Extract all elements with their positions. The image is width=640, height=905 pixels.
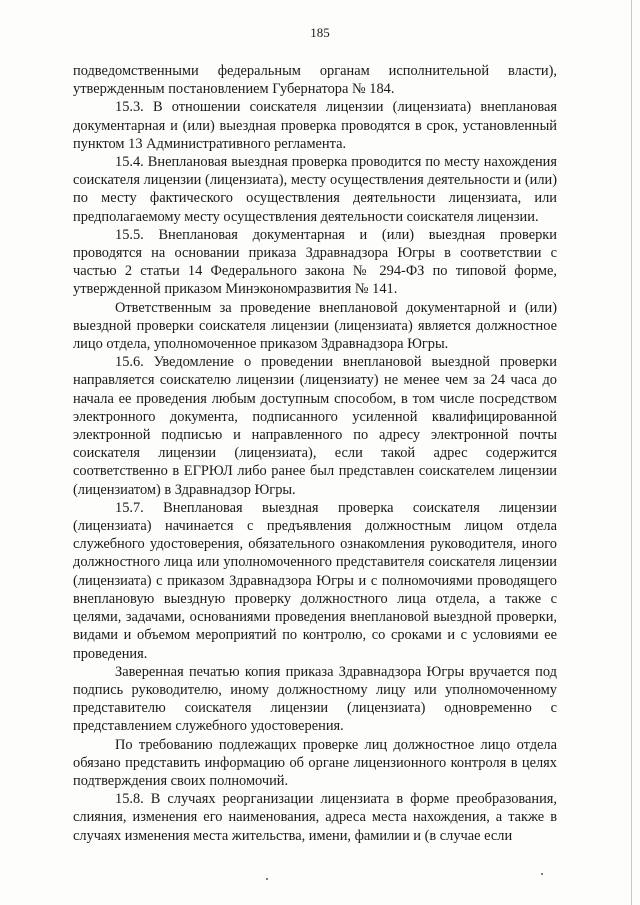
paragraph-1: подведомственными федеральным органам исполнительной власти), утвержденным постановлением Губернатора № 184. <box>73 63 557 98</box>
paragraph-7: 15.7. Внеплановая выездная проверка соискателя лицензии (лицензиата) начинается с предъявления должностным лицом отдела служебного удостоверения, обязательного ознакомления руководителя, иного должностного лица или уполномоченного представителя соискателя лицензии (лицензиата) с приказом Здравнадзора Югры и с полномочиями проводящего внеплановую выездную проверку должностного лица отдела, а также с целями, задачами, основаниями проведения внеплановой выездной проверки, видами и объемом мероприятий по контролю, со сроками и с условиями ее проведения. <box>73 499 557 662</box>
scan-speck <box>541 873 543 875</box>
paragraph-3: 15.4. Внеплановая выездная проверка проводится по месту нахождения соискателя лицензии (лицензиата), месту осуществления деятельности и (или) по месту фактического осуществления деятельности лицензиата, или предполагаемому месту осуществления деятельности соискателя лицензии. <box>73 154 557 225</box>
paragraph-2: 15.3. В отношении соискателя лицензии (лицензиата) внеплановая документарная и (или) выездная проверка проводятся в срок, установленный пунктом 13 Административного регламента. <box>73 99 557 152</box>
page-number: 185 <box>310 25 330 40</box>
paragraph-5: Ответственным за проведение внеплановой документарной и (или) выездной проверки соискателя лицензии (лицензиата) является должностное лицо отдела, уполномоченное приказом Здравнадзора Югры. <box>73 299 557 353</box>
scan-speck <box>266 878 268 880</box>
paragraph-9: По требованию подлежащих проверке лиц должностное лицо отдела обязано представить информацию об органе лицензионного контроля в целях подтверждения своих полномочий. <box>73 736 557 789</box>
document-body <box>73 62 557 845</box>
page-edge-line <box>631 0 632 905</box>
paragraph-8: Заверенная печатью копия приказа Здравнадзора Югры вручается под подпись руководителю, иному должностному лицу или уполномоченному представителю соискателя лицензии (лицензиата) одновременно с представлением служебного удостоверения. <box>73 663 557 735</box>
paragraph-6: 15.6. Уведомление о проведении внеплановой выездной проверки направляется соискателю лицензии (лицензиату) не менее чем за 24 часа до начала ее проведения любым доступным способом, в том числе посредством электронного документа, подписанного усиленной квалифицированной электронной подписью и направленного по адресу электронной почты соискателя лицензии (лицензиата), если такой адрес содержится соответственно в ЕГРЮЛ либо ранее был представлен соискателем лицензии (лицензиатом) в Здравнадзор Югры. <box>73 354 557 498</box>
paragraph-10: 15.8. В случаях реорганизации лицензиата в форме преобразования, слияния, изменения его наименования, адреса места нахождения, а также в случаях изменения места жительства, имени, фамилии и (в случае если <box>73 791 557 844</box>
paragraph-4: 15.5. Внеплановая документарная и (или) выездная проверки проводятся на основании приказа Здравнадзора Югры в соответствии с частью 2 статьи 14 Федерального закона № 294-ФЗ по типовой форме, утвержденной приказом Минэкономразвития № 141. <box>73 226 557 298</box>
